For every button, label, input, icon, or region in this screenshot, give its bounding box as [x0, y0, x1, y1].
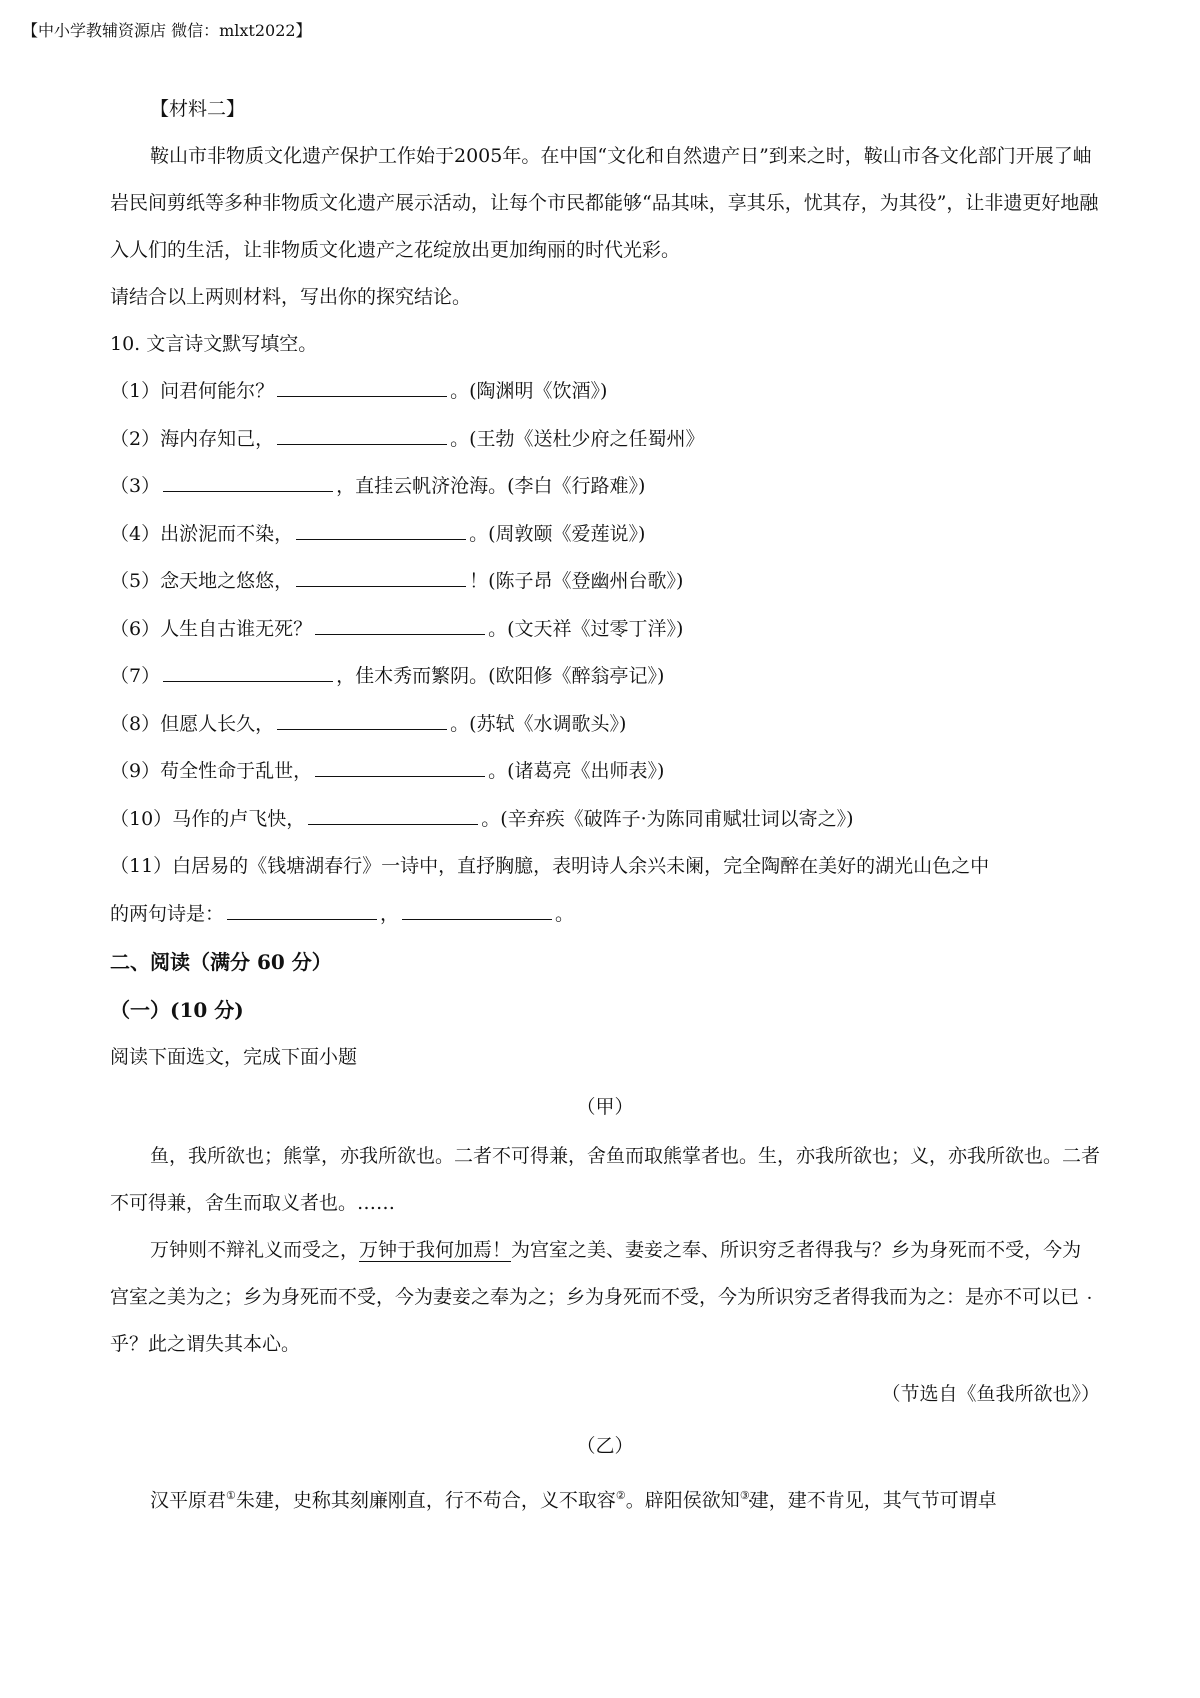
document-body — [110, 86, 1100, 1524]
item-text: 问君何能尔？ — [160, 380, 275, 402]
item-number: （10） — [110, 807, 173, 830]
item-number: （7） — [110, 665, 161, 687]
item-source: 。(诸葛亮《出师表》) — [488, 760, 665, 782]
q10-item-3 — [110, 463, 1100, 511]
item-source: ！(陈子昂《登幽州台歌》) — [469, 570, 684, 592]
item-text: 苟全性命于乱世， — [160, 760, 313, 782]
footnote-marker: ① — [226, 1489, 236, 1502]
text-run: 万钟则不辩礼义而受之， — [150, 1239, 360, 1261]
item-source: 。(周敦颐《爱莲说》) — [469, 522, 646, 545]
q10-item-2 — [110, 416, 1100, 464]
q10-item-9 — [110, 748, 1100, 796]
q10-item-7 — [110, 653, 1100, 701]
item-text: 。 — [555, 902, 575, 925]
answer-blank[interactable] — [277, 424, 447, 445]
item-number: （8） — [110, 712, 161, 735]
q10-item-11-cont — [110, 891, 1100, 939]
dotted-character: 知 · — [721, 1489, 740, 1511]
text-run: 乎？此之谓失其本心。 — [110, 1333, 301, 1355]
answer-blank[interactable] — [402, 899, 552, 920]
underlined-sentence: 万钟于我何加焉！ — [359, 1239, 512, 1261]
answer-blank[interactable] — [163, 471, 333, 492]
q10-item-11: （11）白居易的《钱塘湖春行》一诗中，直抒胸臆，表明诗人余兴未阑，完全陶醉在美好的湖光山色之中 — [110, 855, 990, 877]
text-run: 与？乡为身死而不受，今为宫室之美为之；乡为身死而不受，今为妻妾之奉为之；乡为身死而不受，今为所识穷乏者得我而为之：是亦不可以 — [110, 1239, 1082, 1308]
item-text: 的两句诗是： — [110, 902, 225, 925]
item-source: 。(王勃《送杜少府之任蜀州》 — [450, 427, 705, 450]
text-run: 朱建，史称其刻廉刚直，行不苟合，义不取容 — [235, 1489, 616, 1512]
item-number: （1） — [110, 380, 161, 402]
q10-items — [110, 368, 1100, 938]
item-source: 。(文天祥《过零丁洋》) — [488, 617, 684, 640]
item-number: （9） — [110, 760, 161, 782]
page-header: 【中小学教辅资源店 微信：mlxt2022】 — [22, 21, 312, 40]
section-title: 二、阅读（满分 60 分） — [110, 950, 332, 974]
subsection-title: （一）(10 分) — [110, 998, 244, 1022]
footnote-marker: ③ — [739, 1489, 750, 1502]
footnote-marker: ② — [615, 1489, 626, 1502]
passage-jia-p2 — [110, 1227, 1100, 1368]
text-run: 建，建不肯见，其气节可谓卓 — [749, 1489, 997, 1512]
text-run: 汉平原君 — [150, 1489, 227, 1512]
q10-item-1 — [110, 368, 1100, 416]
material2-prompt: 请结合以上两则材料，写出你的探究结论。 — [110, 286, 472, 308]
item-text: ， — [380, 902, 400, 925]
reading-instruction: 阅读下面选文，完成下面小题 — [110, 1046, 358, 1068]
passage-jia-source: （节选自《鱼我所欲也》） — [881, 1383, 1100, 1405]
item-text: 但愿人长久， — [160, 712, 275, 735]
answer-blank[interactable] — [227, 899, 377, 920]
text-run: 。辟阳侯欲 — [625, 1489, 721, 1512]
passage-yi-p1 — [110, 1472, 1100, 1524]
item-number: （2） — [110, 427, 161, 450]
answer-blank[interactable] — [296, 519, 466, 540]
answer-blank[interactable] — [277, 709, 447, 730]
item-number: （4） — [110, 522, 161, 545]
text-run: 为宫室之美、妻妾之奉、所识穷乏者得 — [511, 1239, 835, 1261]
passage-yi-label: （乙） — [576, 1435, 634, 1457]
answer-blank[interactable] — [296, 566, 466, 587]
answer-blank[interactable] — [315, 614, 485, 635]
item-number: （6） — [110, 617, 161, 640]
answer-blank[interactable] — [277, 376, 447, 397]
item-text: 念天地之悠悠， — [160, 570, 294, 592]
item-text: 出淤泥而不染， — [160, 522, 294, 545]
passage-jia-p1: 鱼，我所欲也；熊掌，亦我所欲也。二者不可得兼，舍鱼而取熊掌者也。生，亦我所欲也；义，亦我所欲也。二者不可得兼，舍生而取义者也。…… — [110, 1145, 1101, 1214]
answer-blank[interactable] — [308, 804, 478, 825]
q10-item-8 — [110, 701, 1100, 749]
item-text: 海内存知己， — [160, 427, 275, 450]
item-source: ，直挂云帆济沧海。(李白《行路难》) — [336, 475, 646, 497]
item-source: 。(苏轼《水调歌头》) — [450, 712, 627, 735]
item-source: 。(陶渊明《饮酒》) — [450, 380, 608, 402]
q10-title: 10. 文言诗文默写填空。 — [110, 333, 318, 355]
material2-body: 鞍山市非物质文化遗产保护工作始于2005年。在中国“文化和自然遗产日”到来之时，鞍山市各文化部门开展了岫岩民间剪纸等多种非物质文化遗产展示活动，让每个市民都能够“品其味，享其乐，忧其存，为其役”，让非遗更好地融入人们的生活，让非物质文化遗产之花绽放出更加绚丽的时代光彩。 — [110, 145, 1099, 261]
dotted-character: 我 · — [834, 1239, 853, 1261]
q10-item-4 — [110, 511, 1100, 559]
material2-title: 【材料二】 — [150, 98, 246, 120]
q10-item-6 — [110, 606, 1100, 654]
answer-blank[interactable] — [163, 661, 333, 682]
answer-blank[interactable] — [315, 756, 485, 777]
item-number: （3） — [110, 475, 161, 497]
item-number: （5） — [110, 570, 161, 592]
dotted-character: 已 · — [1060, 1286, 1079, 1308]
passage-jia-label: （甲） — [576, 1096, 634, 1118]
q10-item-5 — [110, 558, 1100, 606]
item-source: 。(辛弃疾《破阵子·为陈同甫赋壮词以寄之》) — [481, 807, 854, 830]
q10-item-10 — [110, 796, 1100, 844]
item-text: 人生自古谁无死？ — [160, 617, 313, 640]
item-text: 马作的卢飞快， — [172, 807, 306, 830]
item-source: ，佳木秀而繁阴。(欧阳修《醉翁亭记》) — [336, 665, 665, 687]
